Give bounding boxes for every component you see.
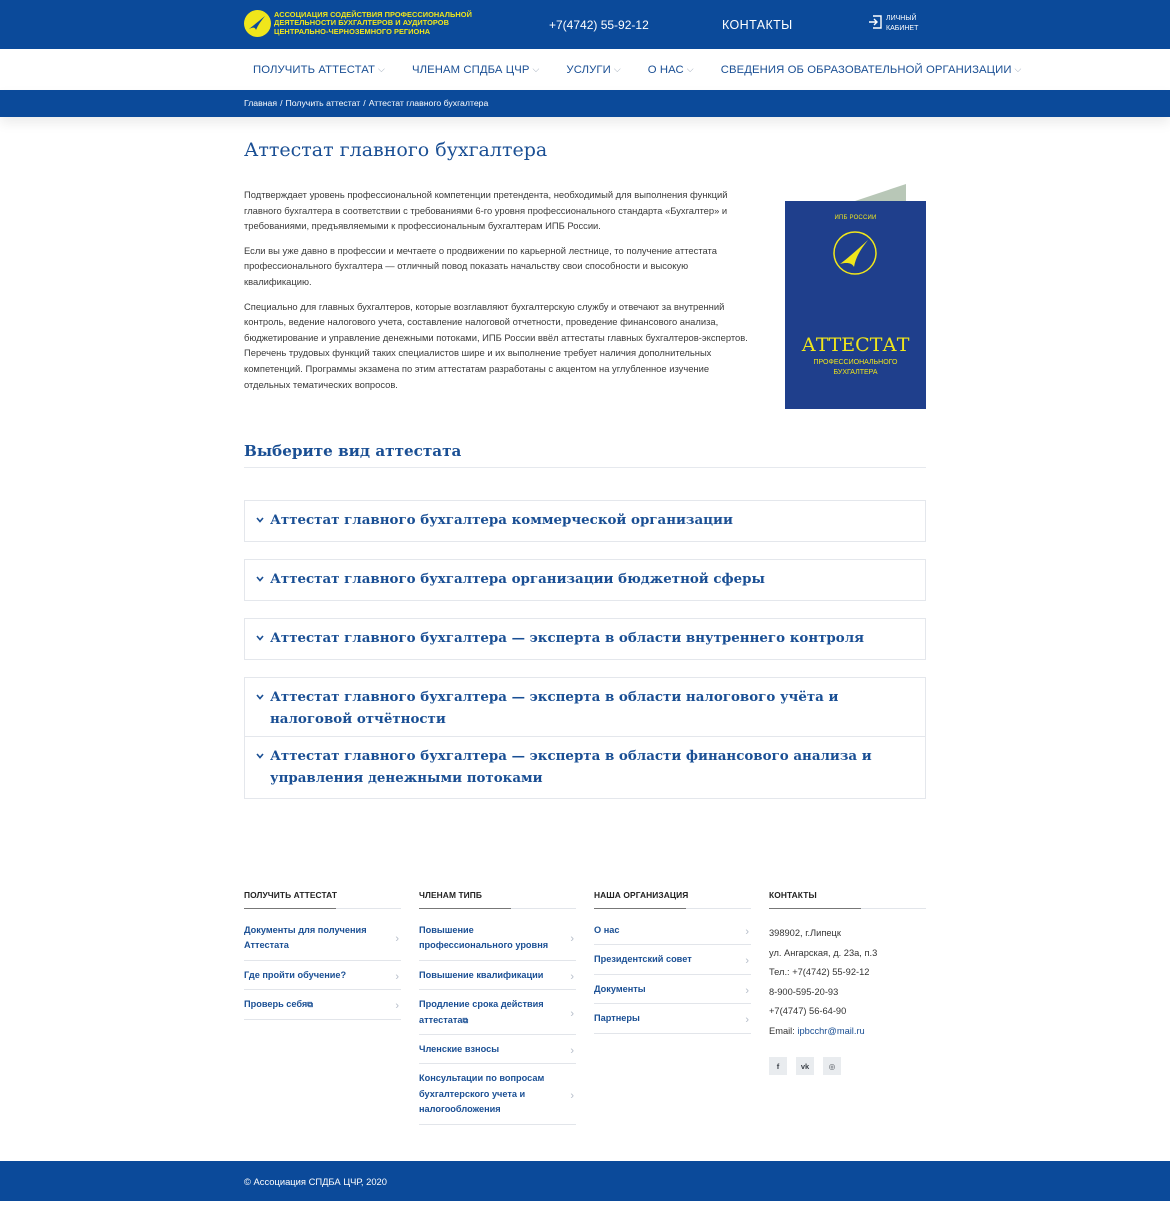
accordion-header[interactable]	[245, 501, 925, 541]
nav-item-services[interactable]	[566, 64, 620, 76]
intro-paragraph-2: Если вы уже давно в профессии и мечтаете о продвижении по карьерной лестнице, то получение аттестата профессионального бухгалтера — отличный повод показать начальству свои способности и высокую квалификацию.	[244, 244, 717, 287]
chevron-down-icon: ⌵	[532, 64, 540, 74]
nav-item-label: О НАС	[647, 64, 684, 76]
vk-icon[interactable]: vk	[796, 1057, 814, 1075]
intro-text	[244, 187, 754, 401]
footer-link-label: Продление срока действия аттестата	[419, 999, 544, 1025]
logo-line-3: ЦЕНТРАЛЬНО-ЧЕРНОЗЕМНОГО РЕГИОНА	[274, 26, 431, 36]
footer-link[interactable]	[594, 923, 751, 945]
accordion-header[interactable]	[245, 560, 925, 600]
book-emblem-icon	[832, 230, 878, 276]
instagram-icon[interactable]: ◎	[823, 1057, 841, 1075]
footer-link[interactable]	[594, 952, 751, 974]
logo-emblem-icon	[244, 10, 271, 37]
nav-item-members[interactable]	[412, 64, 539, 76]
chevron-right-icon: ›	[570, 1007, 574, 1020]
personal-cabinet-link[interactable]	[868, 14, 918, 34]
nav-item-about[interactable]	[648, 64, 694, 76]
chevron-down-icon: ⌵	[1014, 64, 1022, 74]
logo-text	[274, 11, 472, 36]
contact-phone-3: +7(4747) 56-64-90	[769, 1006, 847, 1017]
logo-line-1: АССОЦИАЦИЯ СОДЕЙСТВИЯ ПРОФЕССИОНАЛЬНОЙ	[274, 10, 472, 20]
chevron-down-icon: ⌵	[613, 64, 621, 74]
accordion-title: Аттестат главного бухгалтера — эксперта в области налогового учёта и налоговой отчётности	[270, 689, 839, 727]
breadcrumb	[244, 98, 488, 108]
external-link-icon: ⧉	[462, 1015, 469, 1025]
book-subtitle	[785, 358, 926, 377]
chevron-right-icon: ›	[745, 954, 749, 967]
contact-address-1: 398902, г.Липецк	[769, 928, 841, 938]
chevron-down-icon	[255, 692, 265, 702]
nav-item-get-certificate[interactable]	[253, 64, 385, 76]
main-nav	[0, 49, 1170, 90]
choose-certificate-title: Выберите вид аттестата	[244, 442, 462, 460]
accordion-item-tax[interactable]	[244, 677, 926, 740]
footer-col-organization	[594, 890, 751, 1041]
contact-address-2: ул. Ангарская, д. 23а, п.3	[769, 947, 878, 958]
logo-line-2: ДЕЯТЕЛЬНОСТИ БУХГАЛТЕРОВ И АУДИТОРОВ	[274, 18, 449, 28]
social-links	[769, 1057, 850, 1075]
chevron-down-icon	[255, 633, 265, 643]
chevron-down-icon: ⌵	[378, 64, 385, 74]
footer-contacts	[769, 924, 877, 1042]
facebook-icon[interactable]: f	[769, 1057, 787, 1075]
footer-link-label: Членские взносы	[419, 1044, 500, 1055]
footer-link[interactable]	[419, 923, 576, 961]
contact-phone-2: 8-900-595-20-93	[769, 986, 839, 997]
cabinet-label-line-2: КАБИНЕТ	[886, 25, 919, 32]
accordion-header[interactable]	[245, 678, 925, 739]
footer-link[interactable]	[594, 982, 751, 1004]
breadcrumb-get-certificate[interactable]: Получить аттестат	[285, 98, 361, 108]
chevron-right-icon: ›	[745, 1013, 749, 1026]
footer-link-label: Проверь себя	[244, 999, 308, 1010]
nav-item-label: УСЛУГИ	[566, 64, 611, 76]
footer-link-label: Где пройти обучение?	[244, 969, 347, 980]
footer-link[interactable]	[419, 1042, 576, 1064]
chevron-down-icon: ⌵	[686, 64, 694, 74]
nav-item-label: ЧЛЕНАМ СПДБА ЦЧР	[411, 64, 530, 76]
site-logo[interactable]	[244, 10, 472, 37]
footer-link[interactable]	[244, 968, 401, 990]
certificate-book-image	[785, 184, 926, 409]
footer-link[interactable]	[594, 1011, 751, 1033]
footer-col-contacts	[769, 890, 926, 909]
footer-links	[419, 923, 576, 1125]
footer-link-label: Документы	[594, 983, 646, 994]
breadcrumb-separator: /	[280, 98, 283, 108]
section-divider	[244, 467, 926, 468]
accordion-item-internal-control[interactable]	[244, 618, 926, 660]
accordion-item-financial-analysis[interactable]	[244, 736, 926, 799]
top-header	[0, 0, 1170, 49]
footer-link-label: Консультации по вопросам бухгалтерского учета и налогообложения	[419, 1073, 545, 1115]
footer-link[interactable]	[419, 997, 576, 1035]
footer-link-label: Повышение профессионального уровня	[419, 925, 549, 951]
contact-tel: Тел.: +7(4742) 55-92-12	[769, 967, 870, 978]
contact-email-row	[769, 1022, 877, 1042]
chevron-down-icon	[255, 574, 265, 584]
header-contacts-link[interactable]: КОНТАКТЫ	[722, 18, 793, 32]
chevron-right-icon: ›	[570, 970, 574, 983]
footer-link-label: Партнеры	[594, 1013, 640, 1024]
page-title: Аттестат главного бухгалтера	[244, 139, 548, 161]
breadcrumb-home[interactable]: Главная	[244, 98, 278, 108]
footer-links	[594, 923, 751, 1034]
accordion-header[interactable]	[245, 619, 925, 659]
accordion-title: Аттестат главного бухгалтера — эксперта в области финансового анализа и управления денежными потоками	[270, 748, 872, 786]
header-phone-link[interactable]: +7(4742) 55-92-12	[549, 18, 649, 32]
cabinet-label	[886, 14, 918, 34]
footer-heading: НАША ОРГАНИЗАЦИЯ	[594, 890, 751, 909]
footer-links	[244, 923, 401, 1020]
footer-bottom-bar	[0, 1161, 1170, 1201]
chevron-right-icon: ›	[395, 933, 399, 946]
nav-item-label: СВЕДЕНИЯ ОБ ОБРАЗОВАТЕЛЬНОЙ ОРГАНИЗАЦИИ	[720, 64, 1012, 76]
chevron-right-icon: ›	[570, 1044, 574, 1057]
footer-heading: КОНТАКТЫ	[769, 890, 926, 909]
cabinet-label-line-1: ЛИЧНЫЙ	[886, 15, 917, 22]
footer-link[interactable]	[244, 923, 401, 961]
footer-link-label: Повышение квалификации	[419, 969, 544, 980]
book-org-label: ИПБ РОССИИ	[834, 215, 877, 221]
accordion-title: Аттестат главного бухгалтера организации бюджетной сферы	[270, 571, 765, 587]
breadcrumb-separator: /	[363, 98, 366, 108]
chevron-right-icon: ›	[745, 984, 749, 997]
footer-link[interactable]	[244, 997, 401, 1019]
copyright-text: © Ассоциация СПДБА ЦЧР, 2020	[244, 1176, 387, 1187]
footer-link-label: Документы для получения Аттестата	[244, 925, 367, 951]
chevron-right-icon: ›	[570, 933, 574, 946]
contact-email-link[interactable]: ipbcchr@mail.ru	[797, 1025, 865, 1036]
book-title: АТТЕСТАТ	[801, 334, 910, 356]
footer-heading: ЧЛЕНАМ ТИПБ	[419, 890, 576, 909]
footer-link[interactable]	[419, 1071, 576, 1124]
contact-email-label: Email:	[769, 1025, 798, 1036]
footer-link-label: Президентский совет	[594, 954, 692, 965]
book-subtitle-line-2: БУХГАЛТЕРА	[833, 368, 878, 376]
breadcrumb-bar	[0, 90, 1170, 117]
accordion-header[interactable]	[245, 737, 925, 798]
footer-heading: ПОЛУЧИТЬ АТТЕСТАТ	[244, 890, 401, 909]
accordion-item-budget[interactable]	[244, 559, 926, 601]
intro-paragraph-1: Подтверждает уровень профессиональной компетенции претендента, необходимый для выполнения функций главного бухгалтера в соответствии с требованиями 6-го уровня профессионального стандарта «Бухгалтер» и требованиями, предъявляемыми к профессиональным бухгалтерам ИПБ России.	[244, 189, 728, 232]
footer-link-label: О нас	[594, 925, 620, 935]
breadcrumb-current: Аттестат главного бухгалтера	[368, 98, 489, 108]
footer-col-members	[419, 890, 576, 1132]
chevron-down-icon	[255, 751, 265, 761]
chevron-down-icon	[255, 515, 265, 525]
chevron-right-icon: ›	[745, 925, 749, 938]
login-icon	[868, 15, 882, 29]
chevron-right-icon: ›	[395, 970, 399, 983]
external-link-icon: ⧉	[307, 1000, 314, 1010]
main-nav-list	[244, 64, 1039, 76]
nav-item-label: ПОЛУЧИТЬ АТТЕСТАТ	[253, 64, 376, 76]
footer-col-get-certificate	[244, 890, 401, 1027]
accordion-title: Аттестат главного бухгалтера коммерческой организации	[270, 512, 733, 528]
chevron-right-icon: ›	[395, 999, 399, 1012]
book-subtitle-line-1: ПРОФЕССИОНАЛЬНОГО	[813, 359, 898, 366]
accordion-title: Аттестат главного бухгалтера — эксперта в области внутреннего контроля	[270, 630, 865, 646]
accordion-item-commercial[interactable]	[244, 500, 926, 542]
footer-link[interactable]	[419, 968, 576, 990]
nav-item-education-info[interactable]	[721, 64, 1022, 76]
intro-paragraph-3: Специально для главных бухгалтеров, которые возглавляют бухгалтерскую службу и отвечают за внутренний контроль, ведение налогового учета, составление налоговой отчетности, проведение финансового анализа, бюджетирование и управление денежными потоками, ИПБ России ввёл аттестаты главных бухгалтеров-экспертов. Перечень трудовых функций таких специалистов шире и их выполнение требует наличия дополнительных компетенций. Программы экзамена по этим аттестатам разработаны с акцентом на углубленное изучение отдельных тематических вопросов.	[244, 300, 748, 390]
chevron-right-icon: ›	[570, 1089, 574, 1102]
